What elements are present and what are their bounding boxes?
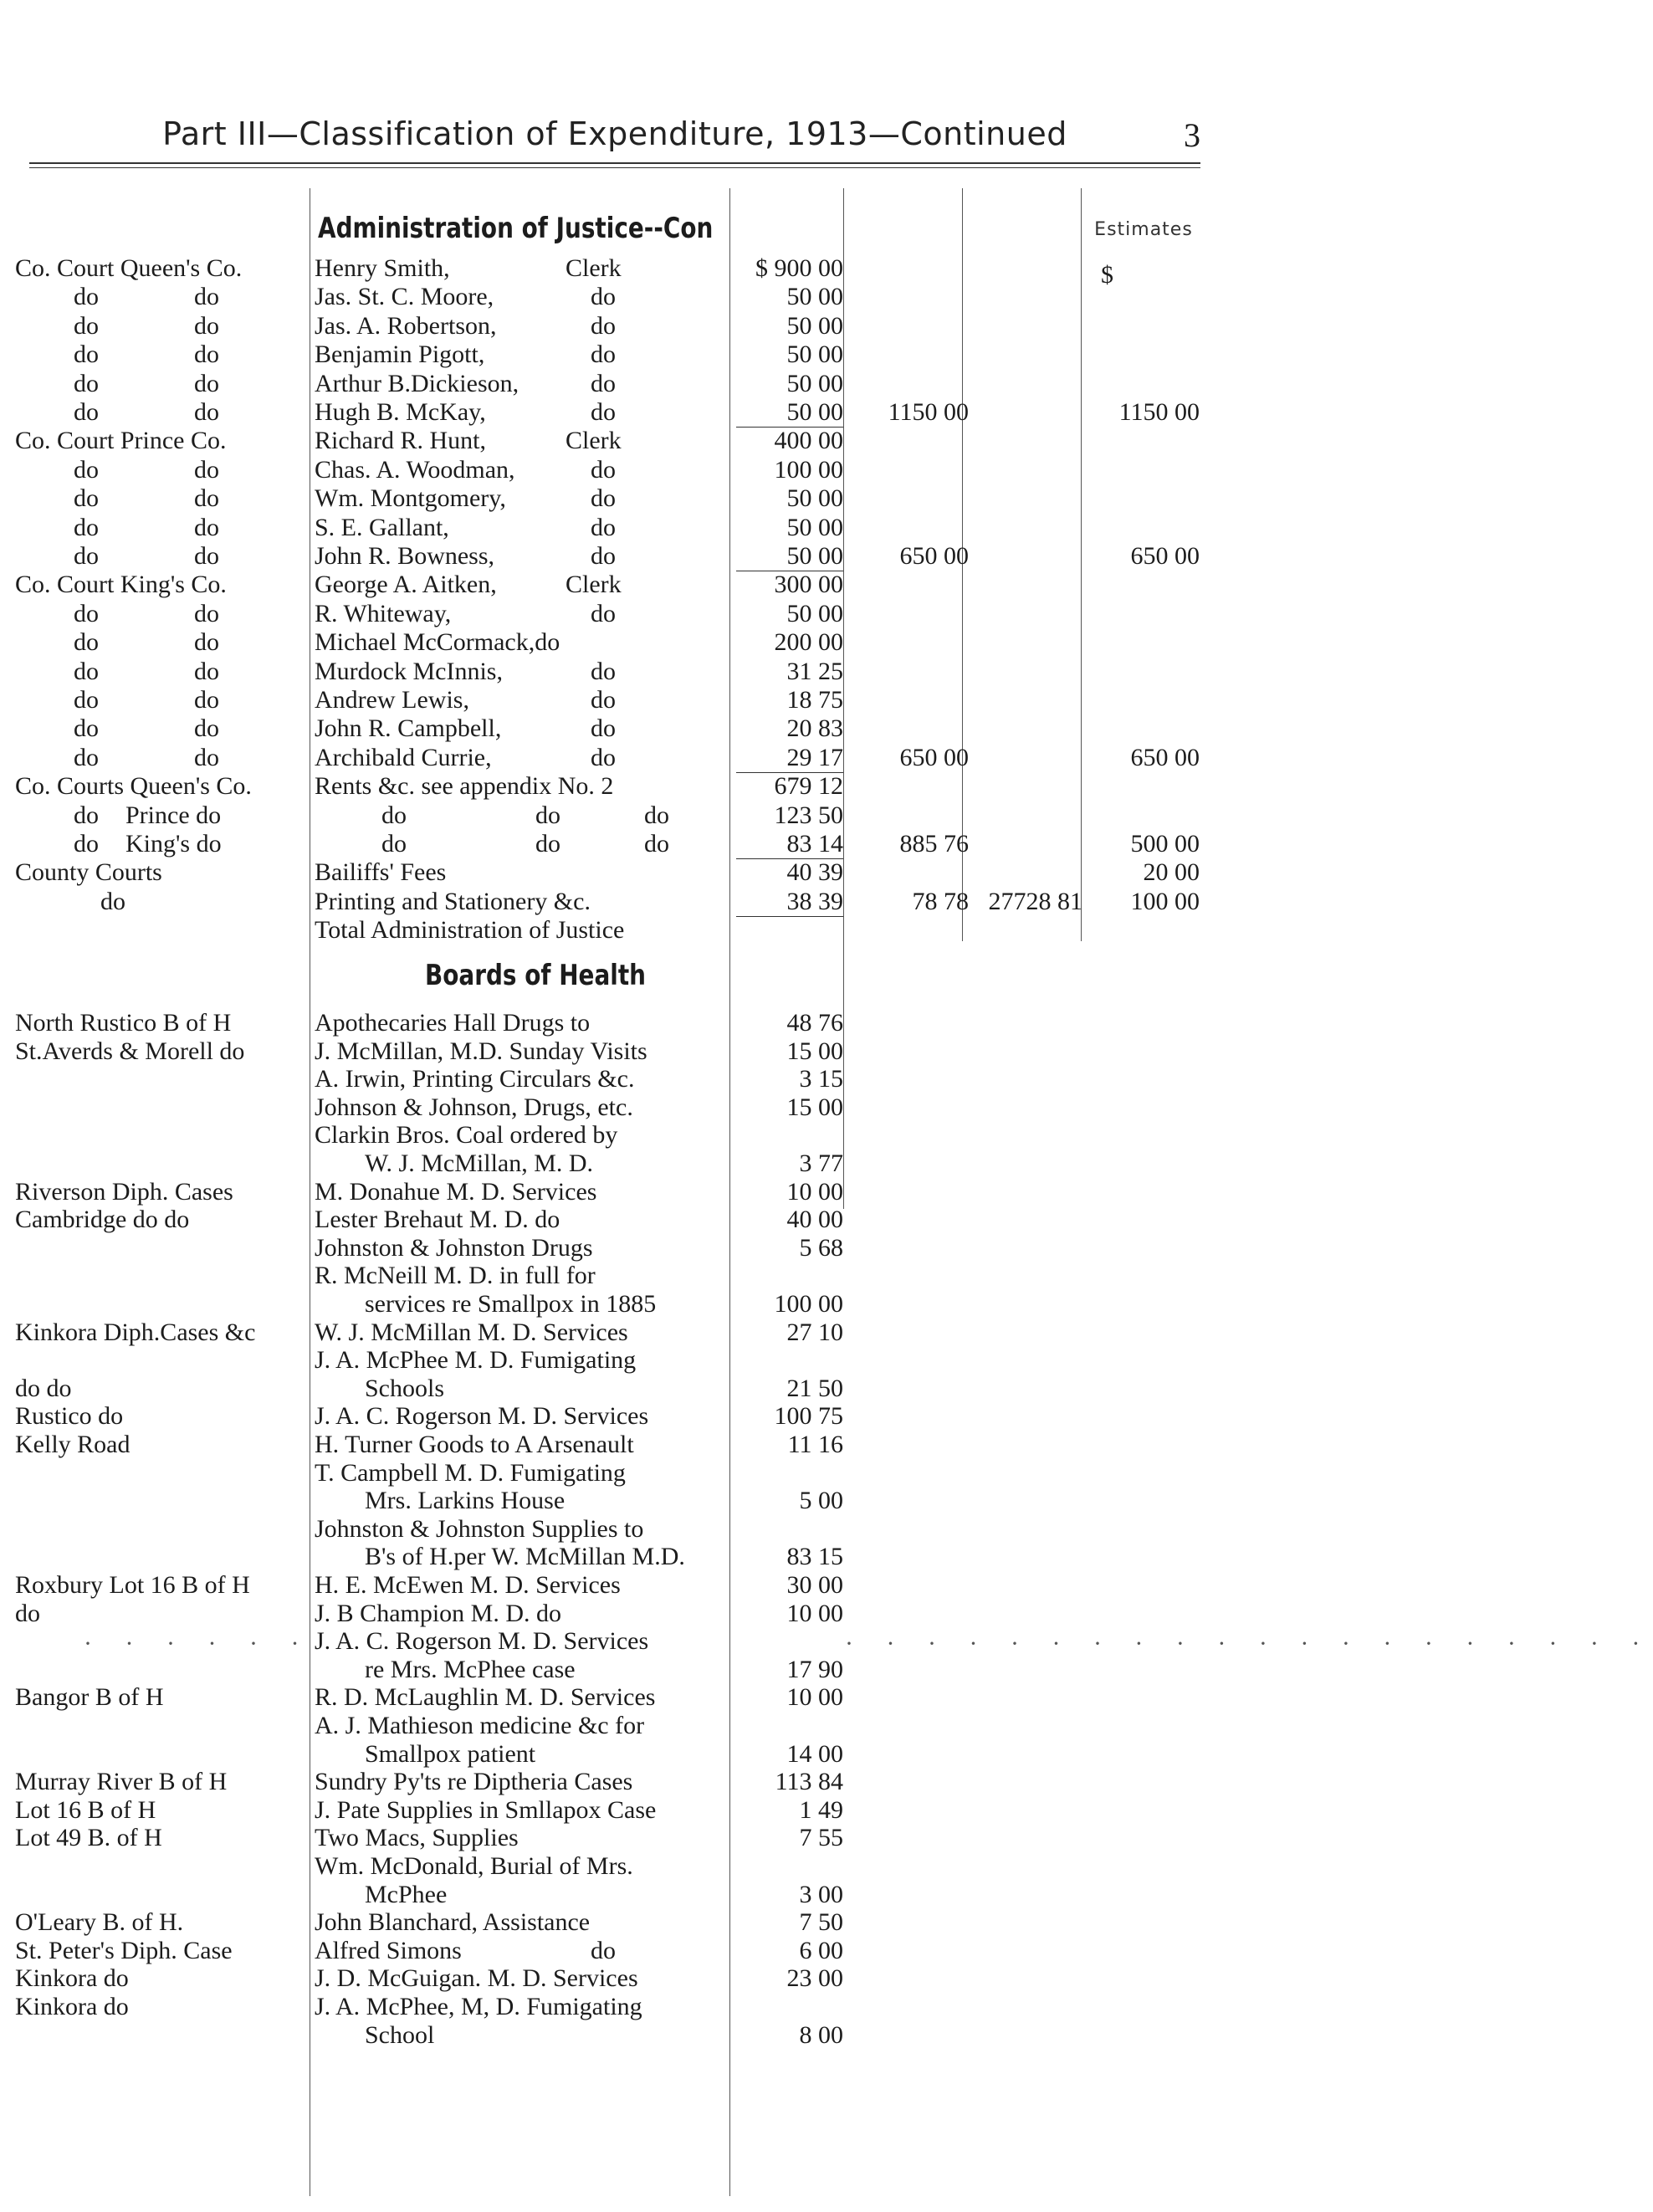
table-row [0,888,1410,916]
section-title-administration: Administration of Justice--Con [318,212,714,245]
table-row [0,714,1410,743]
payee-cell: M. Donahue M. D. Services [315,1177,597,1206]
payee-cell: John R. Campbell, [315,714,502,743]
payee-continuation-cell: B's of H.per W. McMillan M.D. [365,1543,685,1571]
location-ditto-cell: do [194,341,219,369]
table-row [0,1346,1410,1375]
location-cell: St. Peter's Diph. Case [15,1936,233,1964]
location-cell: St.Averds & Morell do [15,1037,245,1065]
payee-cell: S. E. Gallant, [315,513,449,541]
payee-cell: Chas. A. Woodman, [315,455,515,484]
location-ditto-cell: do [74,714,99,743]
payee-cell: Johnson & Johnson, Drugs, etc. [315,1093,633,1121]
location-ditto-cell: do [194,455,219,484]
amount-cell: 50 00 [786,341,843,369]
table-row [0,1824,1410,1852]
location-ditto-cell: King's do [125,830,222,858]
subtotal-cell: 1150 00 [888,398,969,426]
table-row [0,1964,1410,1993]
payee-cell: Richard R. Hunt, [315,427,486,455]
amount-cell: 17 90 [786,1655,843,1683]
amount-cell: 400 00 [774,427,843,455]
payee-cell: Jas. A. Robertson, [315,311,497,340]
location-cell: Co. Court Prince Co. [15,427,227,455]
payee-cell: R. McNeill M. D. in full for [315,1262,596,1290]
table-row [0,1206,1410,1234]
amount-cell: 10 00 [786,1599,843,1627]
location-ditto-cell: do [194,686,219,714]
amount-cell: 5 00 [799,1487,843,1515]
payee-cell: Rents &c. see appendix No. 2 [315,772,614,801]
subtotal-cell: 78 78 [912,887,969,915]
payee-cell: Archibald Currie, [315,743,492,771]
role-cell: do [591,455,616,484]
table-row [0,1937,1410,1965]
location-ditto-cell: do [194,283,219,311]
table-row [0,1402,1410,1431]
payee-cell: T. Campbell M. D. Fumigating [315,1458,626,1487]
payee-cell: H. Turner Goods to A Arsenault [315,1431,634,1458]
table-row [0,456,1410,484]
role-cell: do [591,311,616,340]
table-row [0,1768,1410,1796]
amount-cell: 5 68 [799,1233,843,1262]
page-title: Part III—Classification of Expenditure, 1913—Continued [162,115,1067,152]
location-cell: Co. Court Queen's Co. [15,254,243,282]
estimate-cell: 650 00 [1130,743,1200,771]
role-cell: do [591,1936,616,1964]
estimate-cell: 20 00 [1143,858,1200,887]
table-row [0,1375,1410,1403]
location-cell: Kelly Road [15,1431,130,1458]
location-ditto-cell: do [194,513,219,541]
ditto-cell: do [644,801,669,829]
location-ditto-cell: do [74,513,99,541]
location-ditto-cell: do [74,484,99,513]
location-ditto-cell: do [194,484,219,513]
amount-cell: 7 50 [799,1908,843,1937]
amount-cell: 18 75 [786,686,843,714]
table-row [0,1150,1410,1178]
table-row [0,1796,1410,1825]
amount-cell: 113 84 [775,1768,843,1796]
location-ditto-cell: do [74,686,99,714]
role-cell: Clerk [566,427,622,455]
payee-continuation-cell: W. J. McMillan, M. D. [365,1150,594,1177]
table-row [0,1065,1410,1093]
table-row [0,686,1410,714]
payee-cell: J. B Champion M. D. do [315,1599,562,1627]
table-row [0,1093,1410,1122]
payee-cell: Hugh B. McKay, [315,398,486,426]
payee-cell: Murdock McInnis, [315,657,503,685]
table-row [0,1571,1410,1600]
estimates-currency: $ [1101,261,1113,289]
amount-cell: 100 75 [774,1402,843,1431]
table-row [0,254,1410,283]
table-row [0,1178,1410,1206]
payee-cell: Johnston & Johnston Drugs [315,1233,593,1262]
table-row [0,1121,1410,1150]
amount-cell: 50 00 [786,484,843,513]
table-row [0,1600,1410,1628]
location-ditto-cell: do [194,714,219,743]
location-cell: Lot 16 B of H [15,1795,156,1824]
payee-cell: Clarkin Bros. Coal ordered by [315,1121,618,1150]
amount-cell: 3 77 [799,1150,843,1177]
amount-cell: 10 00 [786,1683,843,1712]
amount-cell: 15 00 [786,1093,843,1121]
estimate-cell: 500 00 [1130,830,1200,858]
table-row [0,427,1410,455]
amount-cell: 15 00 [786,1037,843,1065]
amount-cell: 21 50 [786,1374,843,1402]
location-ditto-cell: do [194,743,219,771]
amount-cell: 50 00 [786,599,843,627]
payee-cell: J. A. McPhee M. D. Fumigating [315,1346,637,1375]
table-row [0,830,1410,858]
amount-cell: 3 00 [799,1880,843,1908]
location-ditto-cell: do [194,542,219,570]
payee-cell: W. J. McMillan M. D. Services [315,1318,628,1346]
payee-cell: A. Irwin, Printing Circulars &c. [315,1065,635,1093]
location-ditto-cell: do [74,542,99,570]
header-rule [29,162,1200,164]
payee-cell: Jas. St. C. Moore, [315,283,494,311]
estimate-cell: 100 00 [1130,887,1200,915]
payee-cell: Lester Brehaut M. D. do [315,1206,560,1234]
location-cell: O'Leary B. of H. [15,1908,184,1937]
payee-cell: Michael McCormack,do [315,628,560,657]
location-ditto-cell: do [194,311,219,340]
role-cell: do [591,743,616,771]
amount-cell: 7 55 [799,1824,843,1852]
table-row [0,1712,1410,1740]
amount-cell: 100 00 [774,1290,843,1318]
role-cell: do [591,398,616,426]
payee-cell: J. A. McPhee, M, D. Fumigating [315,1993,642,2020]
location-cell: Co. Court King's Co. [15,571,227,599]
amount-cell: 200 00 [774,628,843,657]
amount-cell: 38 39 [786,887,843,915]
payee-cell: Wm. Montgomery, [315,484,506,513]
amount-cell: 50 00 [786,542,843,570]
location-ditto-cell: do [194,599,219,627]
table-row [0,858,1410,887]
amount-cell: 50 00 [786,513,843,541]
table-row [0,801,1410,830]
payee-cell: Two Macs, Supplies [315,1824,519,1852]
table-row [0,1683,1410,1712]
amount-cell: 31 25 [786,657,843,685]
table-row [0,744,1410,772]
amount-cell: 40 00 [786,1206,843,1234]
table-row [0,1908,1410,1937]
location-ditto-cell: do [194,628,219,657]
location-ditto-cell: Prince do [125,801,222,829]
payee-cell: Arthur B.Dickieson, [315,369,519,397]
payee-cell: H. E. McEwen M. D. Services [315,1571,621,1599]
location-ditto-cell: do [74,657,99,685]
payee-continuation-cell: McPhee [365,1880,448,1908]
role-cell: do [591,714,616,743]
amount-cell: 83 15 [786,1543,843,1571]
location-cell: Lot 49 B. of H [15,1824,162,1852]
payee-cell: do [381,830,407,858]
amount-cell: 6 00 [799,1936,843,1964]
payee-cell: J. Pate Supplies in Smllapox Case [315,1795,657,1824]
payee-cell: Andrew Lewis, [315,686,469,714]
payee-continuation-cell: Mrs. Larkins House [365,1487,566,1515]
payee-continuation-cell: Smallpox patient [365,1739,536,1768]
location-ditto-cell: do [74,283,99,311]
location-ditto-cell: do [74,801,99,829]
payee-cell: do [381,801,407,829]
location-ditto-cell: do [194,398,219,426]
table-row [0,1009,1410,1037]
amount-cell: 679 12 [774,772,843,801]
location-ditto-cell: do [74,398,99,426]
table-row [0,514,1410,542]
table-row [0,2021,1410,2050]
table-row [0,484,1410,513]
subtotal-cell: 650 00 [899,743,969,771]
amount-cell: 83 14 [786,830,843,858]
location-ditto-cell: do [74,311,99,340]
role-cell: do [591,283,616,311]
table-row [0,571,1410,599]
payee-cell: Apothecaries Hall Drugs to [315,1009,591,1037]
payee-cell: Sundry Py'ts re Diptheria Cases [315,1768,633,1796]
payee-cell: R. D. McLaughlin M. D. Services [315,1683,656,1712]
table-row [0,916,1410,945]
amount-cell: 27 10 [786,1318,843,1346]
amount-cell: 23 00 [786,1964,843,1993]
amount-cell: 123 50 [774,801,843,829]
amount-cell: 50 00 [786,283,843,311]
payee-cell: Bailiffs' Fees [315,858,447,887]
location-cell: do do [15,1374,72,1402]
table-row [0,1431,1410,1459]
location-ditto-cell: do [74,743,99,771]
location-cell: Co. Courts Queen's Co. [15,772,252,801]
payee-cell: Total Administration of Justice [315,916,625,945]
ditto-cell: do [535,801,560,829]
table-row [0,1515,1410,1544]
table-row [0,628,1410,657]
amount-cell: 50 00 [786,311,843,340]
table-row [0,1290,1410,1318]
location-cell: Kinkora do [15,1964,129,1993]
payee-cell: Alfred Simons [315,1936,462,1964]
payee-cell: J. D. McGuigan. M. D. Services [315,1964,638,1993]
location-cell: Rustico do [15,1402,124,1431]
payee-cell: Johnston & Johnston Supplies to [315,1514,644,1543]
location-cell: Riverson Diph. Cases [15,1177,233,1206]
role-cell: do [591,484,616,513]
location-cell: Bangor B of H [15,1683,164,1712]
table-row [0,1881,1410,1909]
amount-cell: 30 00 [786,1571,843,1599]
table-row [0,370,1410,398]
location-cell: North Rustico B of H [15,1009,232,1037]
table-row [0,283,1410,311]
location-cell: Murray River B of H [15,1768,228,1796]
payee-continuation-cell: re Mrs. McPhee case [365,1655,576,1683]
total-cell: 27728 81 [988,887,1082,915]
payee-cell: J. McMillan, M.D. Sunday Visits [315,1037,647,1065]
amount-cell: $ 900 00 [755,254,843,282]
amount-cell: 300 00 [774,571,843,599]
section-title-boards-of-health: Boards of Health [425,959,647,992]
page-header [29,115,1200,166]
location-ditto-cell: do [74,455,99,484]
payee-continuation-cell: services re Smallpox in 1885 [365,1290,657,1318]
estimates-label: Estimates [1094,219,1193,240]
amount-cell: 100 00 [774,455,843,484]
subtotal-cell: 885 76 [899,830,969,858]
payee-cell: R. Whiteway, [315,599,452,627]
payee-cell: George A. Aitken, [315,571,497,599]
subtotal-cell: 650 00 [899,542,969,570]
table-row [0,1262,1410,1290]
payee-cell: Wm. McDonald, Burial of Mrs. [315,1852,633,1880]
location-cell: Kinkora Diph.Cases &c [15,1318,256,1346]
role-cell: do [591,369,616,397]
table-row [0,312,1410,341]
table-row [0,600,1410,628]
page-number: 3 [1184,116,1200,154]
estimate-cell: 650 00 [1130,542,1200,570]
ditto-cell: do [644,830,669,858]
table-row [0,772,1410,801]
payee-cell: John Blanchard, Assistance [315,1908,591,1937]
location-ditto-cell: do [194,657,219,685]
table-row [0,1656,1410,1684]
location-cell: County Courts [15,858,162,887]
role-cell: do [591,341,616,369]
role-cell: Clerk [566,254,622,282]
table-row [0,1234,1410,1262]
amount-cell: 11 16 [787,1431,843,1458]
amount-cell: 48 76 [786,1009,843,1037]
payee-cell: John R. Bowness, [315,542,495,570]
location-cell: Cambridge do do [15,1206,190,1234]
amount-cell: 29 17 [786,743,843,771]
role-cell: do [591,686,616,714]
amount-cell: 50 00 [786,369,843,397]
location-cell: do [15,1599,40,1627]
location-cell: Kinkora do [15,1993,129,2020]
leader-dots: · · · · · · · · · · · · · · · · · · · · [845,1630,1653,1657]
amount-cell: 8 00 [799,2020,843,2049]
location-ditto-cell: do [74,341,99,369]
role-cell: do [591,599,616,627]
location-ditto-cell: do [74,628,99,657]
table-row [0,341,1410,369]
payee-cell: J. A. C. Rogerson M. D. Services [315,1402,649,1431]
table-row [0,1993,1410,2021]
payee-cell: Printing and Stationery &c. [315,887,591,915]
location-ditto-cell: do [74,830,99,858]
estimate-cell: 1150 00 [1118,398,1200,426]
table-row [0,658,1410,686]
leader-dots: · · · · · · [84,1630,313,1657]
location-cell: Roxbury Lot 16 B of H [15,1571,250,1599]
location-ditto-cell: do [74,599,99,627]
table-row [0,398,1410,427]
role-cell: do [591,657,616,685]
amount-cell: 1 49 [799,1795,843,1824]
amount-cell: 50 00 [786,398,843,426]
amount-cell: 40 39 [786,858,843,887]
amount-cell: 20 83 [786,714,843,743]
location-ditto-cell: do [100,887,125,915]
table-row [0,1852,1410,1881]
location-ditto-cell: do [74,369,99,397]
role-cell: do [591,513,616,541]
payee-cell: A. J. Mathieson medicine &c for [315,1712,645,1739]
amount-cell: 10 00 [786,1177,843,1206]
table-row [0,1037,1410,1066]
payee-continuation-cell: Schools [365,1374,445,1402]
payee-continuation-cell: School [365,2020,435,2049]
table-row [0,1740,1410,1769]
amount-cell: 14 00 [786,1739,843,1768]
table-row [0,1318,1410,1347]
header-rule-thin [29,167,1200,168]
location-ditto-cell: do [194,369,219,397]
ditto-cell: do [535,830,560,858]
amount-cell: 3 15 [799,1065,843,1093]
payee-cell: J. A. C. Rogerson M. D. Services [315,1627,649,1656]
table-row [0,1459,1410,1487]
payee-cell: Benjamin Pigott, [315,341,485,369]
table-row [0,1487,1410,1515]
table-row [0,542,1410,571]
payee-cell: Henry Smith, [315,254,450,282]
role-cell: Clerk [566,571,622,599]
table-row [0,1543,1410,1571]
role-cell: do [591,542,616,570]
